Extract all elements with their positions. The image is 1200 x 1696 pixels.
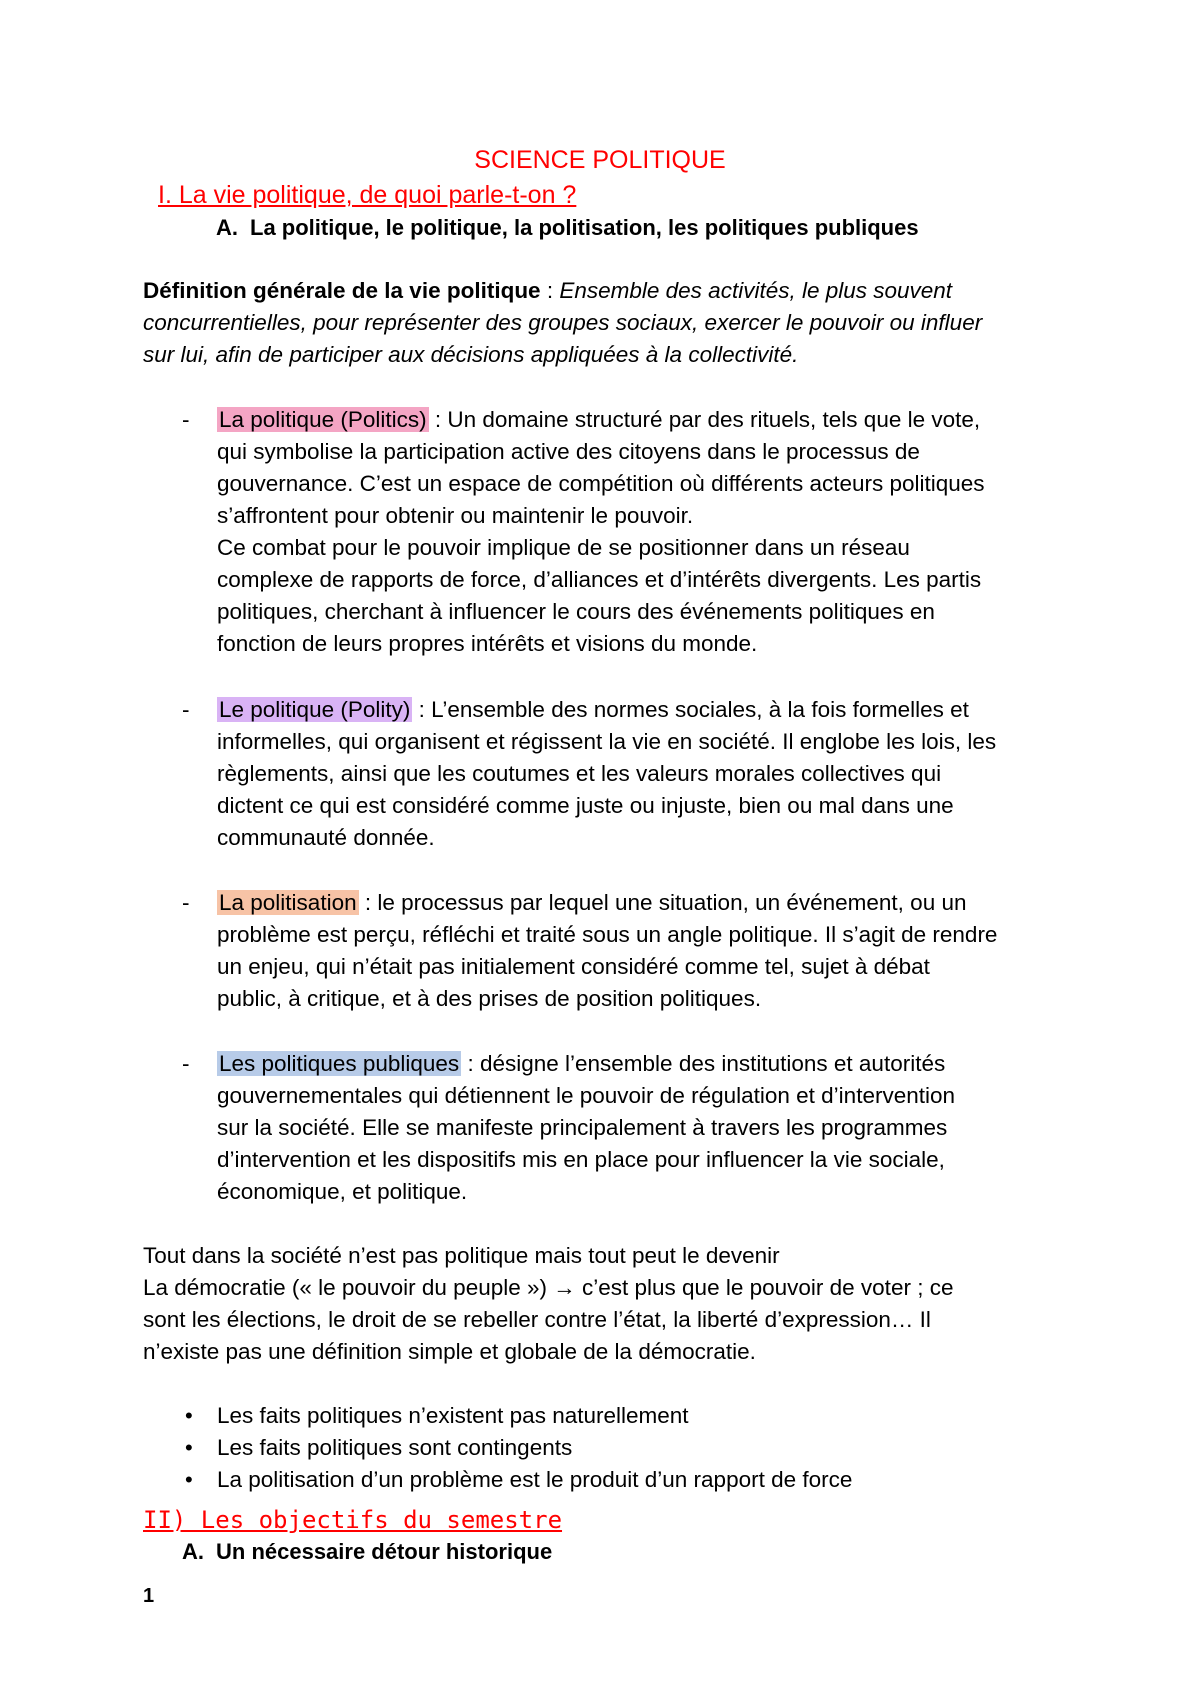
list-item-first-line [217,404,980,436]
list-dash: - [182,890,190,915]
list-item-line: qui symbolise la participation active des citoyens dans le processus de [217,439,920,464]
term-definition: : désigne l’ensemble des institutions et autorités [461,1051,946,1076]
paragraph-line: n’existe pas une définition simple et globale de la démocratie. [143,1339,756,1364]
term-highlight-politics: La politique (Politics) [219,407,427,432]
list-item-line: sur la société. Elle se manifeste principalement à travers les programmes [217,1115,948,1140]
subsection-2a-heading [182,1536,552,1568]
term-definition: : L’ensemble des normes sociales, à la fois formelles et [412,697,969,722]
list-item-line: complexe de rapports de force, d’alliances et d’intérêts divergents. Les partis [217,567,982,592]
term-definition: : Un domaine structuré par des rituels, tels que le vote, [428,407,981,432]
list-item-line: économique, et politique. [217,1179,468,1204]
paragraph-line: La démocratie (« le pouvoir du peuple ») → c’est plus que le pouvoir de voter ; ce [143,1275,954,1300]
term-definition: : le processus par lequel une situation, un événement, ou un [358,890,967,915]
definition-line-1 [143,275,952,307]
bullet-dot: • [185,1467,193,1492]
list-item-first-line [217,887,967,919]
definition-line-3: sur lui, afin de participer aux décisions appliquées à la collectivité. [143,342,799,367]
list-item-line: dictent ce qui est considéré comme juste ou injuste, bien ou mal dans une [217,793,954,818]
list-item-line: fonction de leurs propres intérêts et visions du monde. [217,631,758,656]
page-number: 1 [143,1585,155,1607]
bullet-item: Les faits politiques n’existent pas naturellement [217,1403,689,1428]
list-item-line: problème est perçu, réfléchi et traité sous un angle politique. Il s’agit de rendre [217,922,998,947]
list-item-line: gouvernementales qui détiennent le pouvoir de régulation et d’intervention [217,1083,956,1108]
paragraph-line: sont les élections, le droit de se rebeller contre l’état, la liberté d’expression… Il [143,1307,931,1332]
subsection-title: Un nécessaire détour historique [216,1539,553,1564]
bullet-item: La politisation d’un problème est le produit d’un rapport de force [217,1467,853,1492]
list-item-line: informelles, qui organisent et régissent la vie en société. Il englobe les lois, les [217,729,997,754]
paragraph-line: Tout dans la société n’est pas politique mais tout peut le devenir [143,1243,780,1268]
bullet-dot: • [185,1403,193,1428]
definition-line-2: concurrentielles, pour représenter des groupes sociaux, exercer le pouvoir ou influer [143,310,983,335]
list-item-line: Ce combat pour le pouvoir implique de se positionner dans un réseau [217,535,910,560]
definition-text: Ensemble des activités, le plus souvent [559,278,953,303]
definition-label: Définition générale de la vie politique [143,278,541,303]
list-item-line: communauté donnée. [217,825,435,850]
list-dash: - [182,697,190,722]
list-item-line: d’intervention et les dispositifs mis en place pour influencer la vie sociale, [217,1147,945,1172]
term-highlight-polity: Le politique (Polity) [219,697,411,722]
bullet-item: Les faits politiques sont contingents [217,1435,573,1460]
section-2-heading: II) Les objectifs du semestre [143,1506,563,1534]
list-item-line: règlements, ainsi que les coutumes et les valeurs morales collectives qui [217,761,942,786]
subsection-marker: A. [182,1539,204,1564]
subsection-marker: A. [216,215,238,240]
subsection-1a-heading [216,212,919,244]
term-highlight-politisation: La politisation [219,890,357,915]
definition-colon: : [540,278,560,303]
list-item-first-line [217,1048,945,1080]
section-1-heading: I. La vie politique, de quoi parle-t-on ? [158,181,577,209]
list-dash: - [182,1051,190,1076]
list-item-first-line [217,694,969,726]
list-item-line: un enjeu, qui n’était pas initialement considéré comme tel, sujet à débat [217,954,930,979]
list-item-line: gouvernance. C’est un espace de compétition où différents acteurs politiques [217,471,985,496]
list-item-line: public, à critique, et à des prises de position politiques. [217,986,762,1011]
list-dash: - [182,407,190,432]
term-highlight-policies: Les politiques publiques [219,1051,460,1076]
bullet-dot: • [185,1435,193,1460]
list-item-line: politiques, cherchant à influencer le cours des événements politiques en [217,599,935,624]
subsection-title: La politique, le politique, la politisation, les politiques publiques [250,215,919,240]
document-title: SCIENCE POLITIQUE [474,146,726,174]
list-item-line: s’affrontent pour obtenir ou maintenir le pouvoir. [217,503,694,528]
